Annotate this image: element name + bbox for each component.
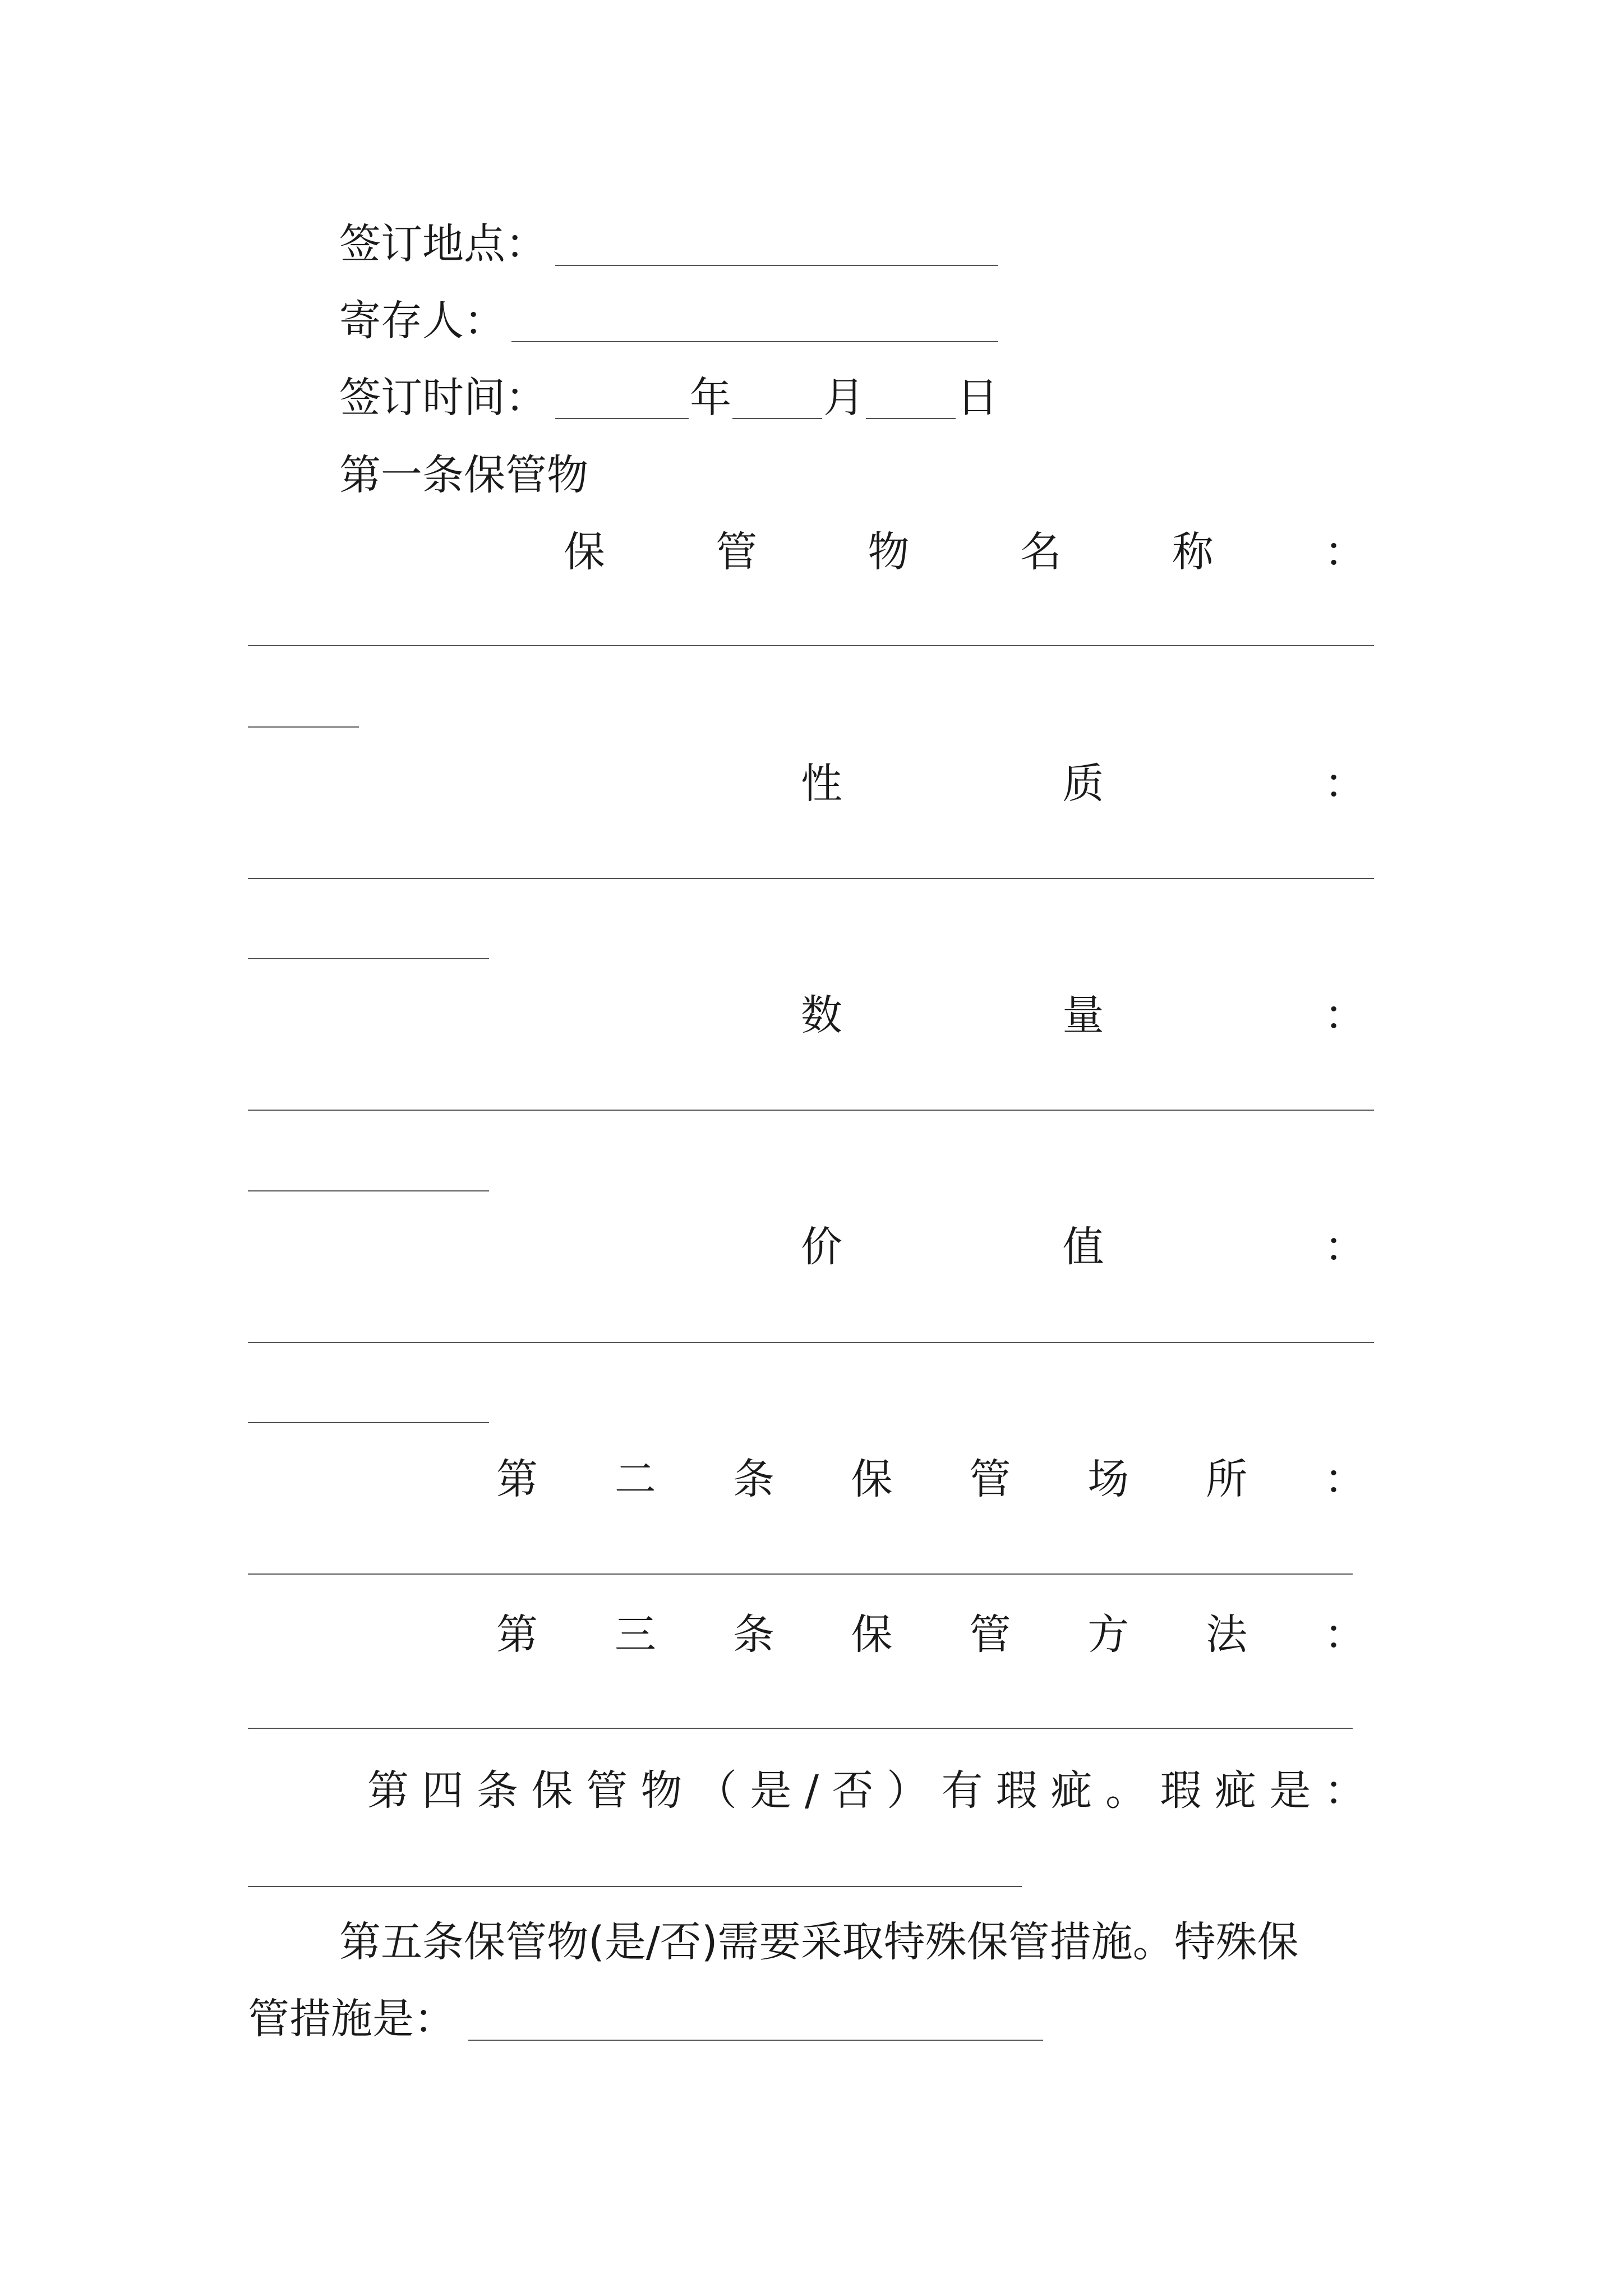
char: / xyxy=(805,1766,819,1815)
char: 管 xyxy=(969,1455,1011,1503)
quantity-label xyxy=(801,991,1366,1039)
char: 疵 xyxy=(1050,1766,1092,1815)
char: 第 xyxy=(367,1766,409,1815)
char: ： xyxy=(1324,528,1366,576)
storage-method-blank[interactable] xyxy=(248,1728,1353,1729)
month-blank[interactable] xyxy=(732,418,822,419)
char: 保 xyxy=(531,1766,573,1815)
char: 所 xyxy=(1206,1455,1248,1503)
char: 数 xyxy=(801,991,842,1039)
defect-blank[interactable] xyxy=(248,1886,1022,1887)
nature-blank-1[interactable] xyxy=(248,878,1374,879)
char: ： xyxy=(1324,760,1366,808)
char: 量 xyxy=(1062,991,1104,1039)
char: 价 xyxy=(801,1223,842,1271)
quantity-blank-2[interactable] xyxy=(248,1190,489,1191)
value-blank-2[interactable] xyxy=(248,1422,489,1423)
char: 三 xyxy=(614,1611,656,1659)
char: 保 xyxy=(851,1455,893,1503)
month-label: 月 xyxy=(823,374,865,422)
char: （ xyxy=(695,1766,737,1815)
char: 是 xyxy=(1269,1766,1311,1815)
char: ： xyxy=(1324,1223,1366,1271)
char: 四 xyxy=(422,1766,464,1815)
char: 否 xyxy=(832,1766,874,1815)
char: 名 xyxy=(1020,528,1062,576)
char: 方 xyxy=(1087,1611,1129,1659)
depositor-blank[interactable] xyxy=(511,341,998,342)
char: ： xyxy=(1324,1611,1366,1659)
char: ： xyxy=(1324,991,1366,1039)
day-blank[interactable] xyxy=(866,418,956,419)
char: ： xyxy=(1324,1766,1366,1815)
char: 。 xyxy=(1105,1766,1147,1815)
special-measures-blank[interactable] xyxy=(468,2040,1043,2041)
article1-title: 第一条保管物 xyxy=(339,451,588,499)
nature-blank-2[interactable] xyxy=(248,958,489,959)
char: 保 xyxy=(851,1611,893,1659)
article3-label xyxy=(496,1611,1366,1659)
char: 是 xyxy=(750,1766,792,1815)
char: 管 xyxy=(969,1611,1011,1659)
char: 第 xyxy=(496,1611,538,1659)
storage-place-blank[interactable] xyxy=(248,1573,1353,1575)
char: ： xyxy=(1324,1455,1366,1503)
char: 有 xyxy=(941,1766,983,1815)
signing-place-label: 签订地点： xyxy=(339,220,547,268)
char: 管 xyxy=(716,528,758,576)
char: 性 xyxy=(801,760,842,808)
char: 称 xyxy=(1172,528,1214,576)
char: 物 xyxy=(868,528,910,576)
item-name-blank-1[interactable] xyxy=(248,645,1374,646)
char: 条 xyxy=(732,1455,774,1503)
year-blank[interactable] xyxy=(555,418,689,419)
char: 质 xyxy=(1062,760,1104,808)
quantity-blank-1[interactable] xyxy=(248,1110,1374,1111)
char: ） xyxy=(886,1766,928,1815)
char: 保 xyxy=(564,528,605,576)
signing-place-blank[interactable] xyxy=(555,265,998,266)
year-label: 年 xyxy=(690,374,731,422)
char: 场 xyxy=(1087,1455,1129,1503)
day-label: 日 xyxy=(957,374,998,422)
item-name-blank-2[interactable] xyxy=(248,726,359,728)
char: 值 xyxy=(1062,1223,1104,1271)
value-label xyxy=(801,1223,1366,1271)
char: 瑕 xyxy=(995,1766,1038,1815)
char: 法 xyxy=(1206,1611,1248,1659)
depositor-label: 寄存人： xyxy=(339,297,505,345)
char: 物 xyxy=(640,1766,683,1815)
signing-time-label: 签订时间： xyxy=(339,374,547,422)
char: 条 xyxy=(732,1611,774,1659)
article2-label xyxy=(496,1455,1366,1503)
value-blank-1[interactable] xyxy=(248,1342,1374,1343)
item-name-label xyxy=(564,528,1366,576)
char: 管 xyxy=(586,1766,628,1815)
nature-label xyxy=(801,760,1366,808)
char: 二 xyxy=(614,1455,656,1503)
char: 瑕 xyxy=(1160,1766,1202,1815)
article5-line2: 管措施是： xyxy=(248,1995,455,2043)
char: 条 xyxy=(477,1766,518,1815)
char: 疵 xyxy=(1214,1766,1256,1815)
char: 第 xyxy=(496,1455,538,1503)
article5-line1: 第五条保管物(是/否)需要采取特殊保管措施。特殊保 xyxy=(339,1918,1299,1966)
article4-label xyxy=(367,1766,1366,1815)
